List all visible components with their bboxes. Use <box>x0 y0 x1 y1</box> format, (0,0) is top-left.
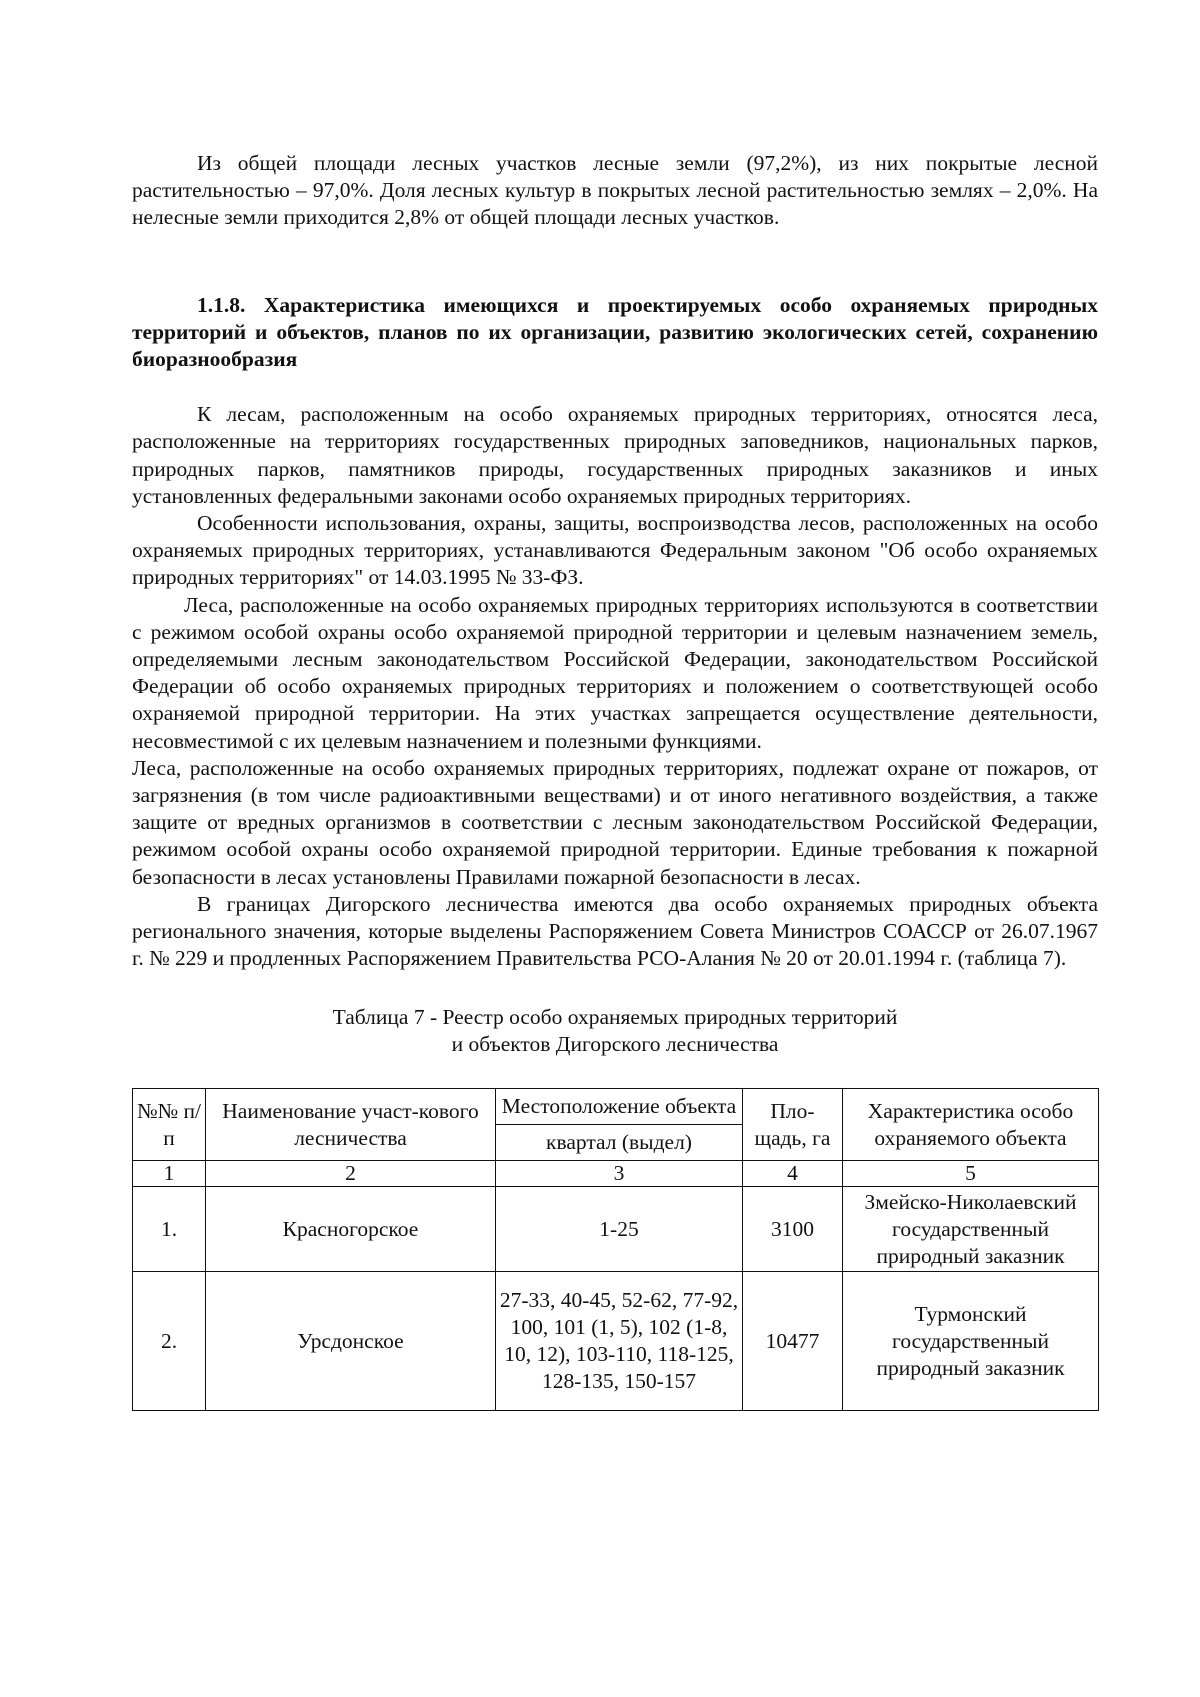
section-body <box>132 401 1098 972</box>
row-characteristic: Змейско-Николаевский государственный природный заказник <box>843 1187 1099 1272</box>
row-num: 2. <box>133 1272 206 1411</box>
intro-paragraph: Из общей площади лесных участков лесные земли (97,2%), из них покрытые лесной растительностью – 97,0%. Доля лесных культур в покрытых лесной растительностью землях – 2,0%. На нелесные земли приходится 2,8% от общей площади лесных участков. <box>132 151 1098 230</box>
table-header-row <box>133 1089 1099 1125</box>
column-number: 3 <box>496 1161 743 1187</box>
paragraph-5: В границах Дигорского лесничества имеются два особо охраняемых природных объекта регионального значения, которые выделены Распоряжением Совета Министров СОАССР от 26.07.1967 г. № 229 и продленных Распоряжением Правительства РСО-Алания № 20 от 20.01.1994 г. (таблица 7). <box>132 891 1098 971</box>
row-area: 3100 <box>743 1187 843 1272</box>
column-number-row <box>133 1161 1099 1187</box>
table-row <box>133 1187 1099 1272</box>
row-name: Урсдонское <box>206 1272 496 1411</box>
row-num: 1. <box>133 1187 206 1272</box>
table-row <box>133 1272 1099 1411</box>
header-area: Пло-щадь, га <box>743 1089 843 1161</box>
table-caption-line-1: Таблица 7 - Реестр особо охраняемых природных территорий <box>332 1005 898 1030</box>
paragraph-2: Особенности использования, охраны, защиты, воспроизводства лесов, расположенных на особо охраняемых природных территориях, устанавливаются Федеральным законом "Об особо охраняемых природных территориях" от 14.03.1995 № 33-ФЗ. <box>132 511 1098 590</box>
header-location-sub: квартал (выдел) <box>496 1125 743 1161</box>
row-location: 27-33, 40-45, 52-62, 77-92, 100, 101 (1, 5), 102 (1-8, 10, 12), 103-110, 118-125, 128-135, 150-157 <box>496 1272 743 1411</box>
row-name: Красногорское <box>206 1187 496 1272</box>
paragraph-3: Леса, расположенные на особо охраняемых природных территориях используются в соответствии с режимом особой охраны особо охраняемой природной территории и целевым назначением земель, определяемыми лесным законодательством Российской Федерации, законодательством Российской Федерации об особо охраняемых природных территориях и положением о соответствующей особо охраняемой природной территории. На этих участках запрещается осуществление деятельности, несовместимой с их целевым назначением и полезными функциями. <box>132 592 1098 753</box>
column-number: 1 <box>133 1161 206 1187</box>
table-caption-line-2: и объектов Дигорского лесничества <box>451 1032 779 1057</box>
section-heading: 1.1.8. Характеристика имеющихся и проектируемых особо охраняемых природных территорий и объектов, планов по их организации, развитию экологических сетей, сохранению биоразнообразия <box>132 292 1098 372</box>
header-characteristic: Характеристика особо охраняемого объекта <box>843 1089 1099 1161</box>
row-location: 1-25 <box>496 1187 743 1272</box>
header-location: Местоположение объекта <box>496 1089 743 1125</box>
table-caption <box>132 1004 1098 1058</box>
protected-areas-table <box>132 1088 1099 1411</box>
header-num: №№ п/п <box>133 1089 206 1161</box>
column-number: 4 <box>743 1161 843 1187</box>
paragraph-1: К лесам, расположенным на особо охраняемых природных территориях, относятся леса, расположенные на территориях государственных природных заповедников, национальных парков, природных парков, памятников природы, государственных природных заказников и иных установленных федеральными законами особо охраняемых природных территориях. <box>132 402 1098 508</box>
paragraph-4: Леса, расположенные на особо охраняемых природных территориях, подлежат охране от пожаров, от загрязнения (в том числе радиоактивными веществами) и от иного негативного воздействия, а также защите от вредных организмов в соответствии с лесным законодательством Российской Федерации, режимом особой охраны особо охраняемой природной территории. Единые требования к пожарной безопасности в лесах установлены Правилами пожарной безопасности в лесах. <box>132 755 1098 889</box>
column-number: 2 <box>206 1161 496 1187</box>
row-area: 10477 <box>743 1272 843 1411</box>
column-number: 5 <box>843 1161 1099 1187</box>
header-name: Наименование участ-кового лесничества <box>206 1089 496 1161</box>
document-page <box>132 150 1098 1411</box>
row-characteristic: Турмонский государственный природный заказник <box>843 1272 1099 1411</box>
